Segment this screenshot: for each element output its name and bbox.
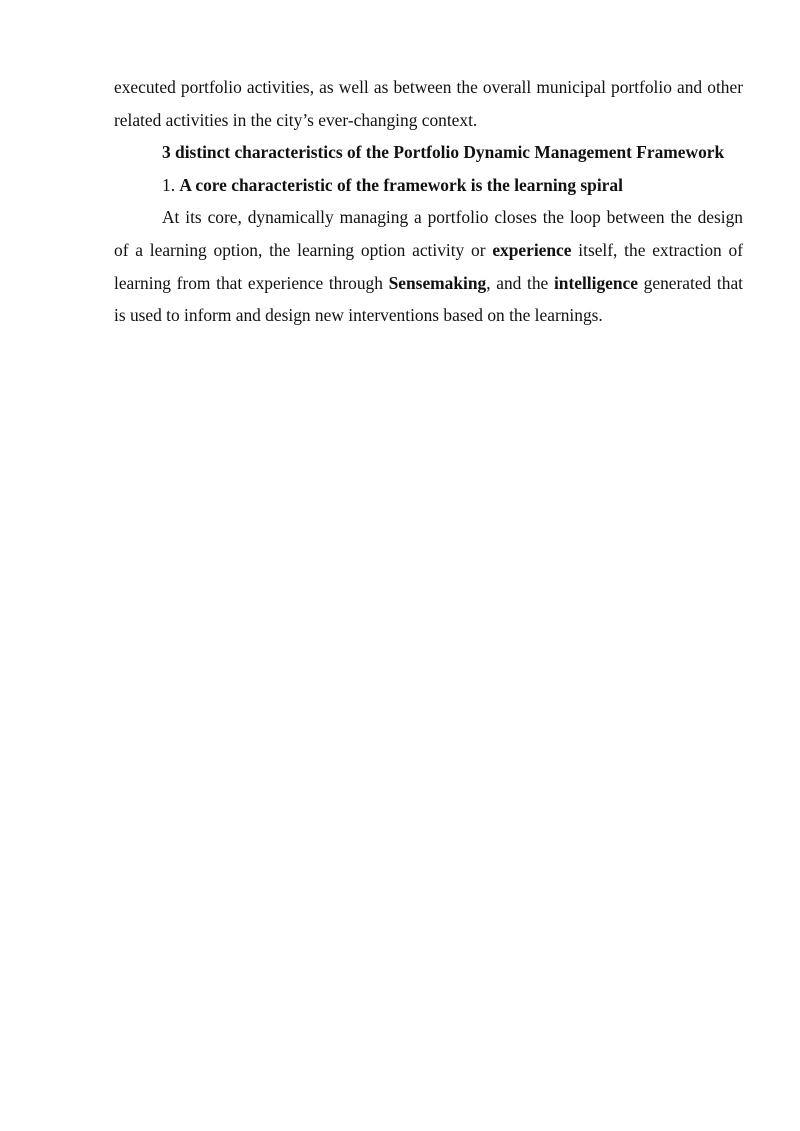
term-intelligence: intelligence <box>553 272 638 293</box>
list-item <box>114 169 743 202</box>
paragraph-text: , and the <box>486 272 554 293</box>
section-heading: 3 distinct characteristics of the Portfolio Dynamic Management Framework <box>162 142 725 163</box>
paragraph-text: At its core, dynamically managing a portfolio closes the loop between the design of a learning option, the learning option activity or <box>114 207 743 260</box>
paragraph-continuation: executed portfolio activities, as well as between the overall municipal portfolio and other related activities in the city’s ever-changing context. <box>114 77 743 130</box>
paragraph-learning-spiral <box>114 201 743 331</box>
term-sensemaking: Sensemaking <box>388 272 487 293</box>
paragraph-text: itself, the extraction of learning from that experience through <box>114 239 743 293</box>
list-item-number: 1. <box>162 174 176 195</box>
list-item-title: A core characteristic of the framework is the learning spiral <box>179 174 623 195</box>
term-experience: experience <box>492 239 572 260</box>
document-body <box>114 71 743 332</box>
paragraph-text: generated that is used to inform and design new interventions based on the learnings. <box>114 272 744 326</box>
